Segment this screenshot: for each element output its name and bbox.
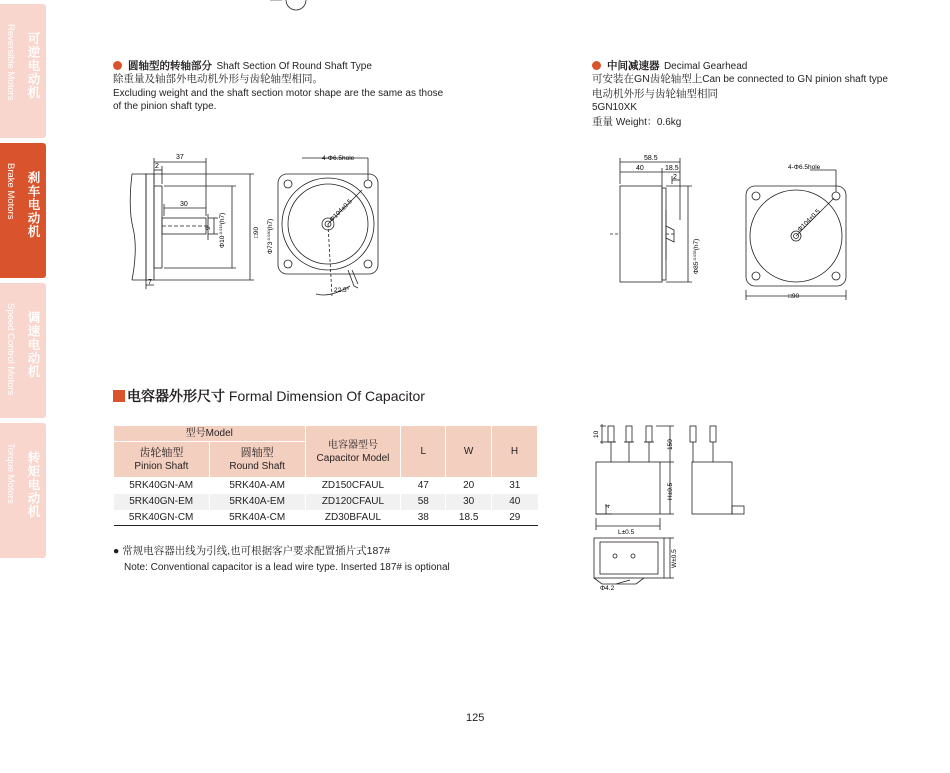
dim-h: H±0.5 bbox=[667, 482, 674, 500]
bullet-dot bbox=[113, 61, 122, 70]
round-shaft-desc-en-2: of the pinion shaft type. bbox=[113, 101, 217, 112]
capacitor-title: 电容器外形尺寸 Formal Dimension Of Capacitor bbox=[113, 386, 425, 406]
side-tab-label-cn: 调速电动机 bbox=[26, 311, 40, 379]
dim-w: W±0.5 bbox=[671, 549, 678, 568]
side-tab-speed-control[interactable] bbox=[0, 283, 46, 418]
dim-phi104: Φ104±0.5 bbox=[796, 208, 822, 234]
round-shaft-front-drawing bbox=[272, 150, 402, 300]
gearhead-weight: 重量 Weight：0.6kg bbox=[592, 116, 682, 128]
capacitor-note-cn: ● 常规电容器出线为引线,也可根据客户要求配置插片式187# bbox=[113, 545, 391, 557]
dim-angle: 22.5° bbox=[334, 287, 350, 294]
page-number: 125 bbox=[466, 712, 485, 724]
capacitor-table bbox=[113, 425, 538, 526]
side-tab-label-en: Torque Motors bbox=[5, 443, 16, 504]
side-tab-label-en: Speed Control Motors bbox=[5, 303, 16, 396]
dim-phi85: $\Phi 85^{-0.035}(h7)$ bbox=[692, 238, 700, 274]
gearhead-model: 5GN10XK bbox=[592, 102, 638, 113]
round-shaft-desc-cn: 除重量及轴部外电动机外形与齿轮轴型相同。 bbox=[113, 73, 323, 85]
dim-18-5: 18.5 bbox=[665, 165, 679, 172]
dim-2: 2 bbox=[155, 163, 159, 170]
side-tab-label-cn: 转矩电动机 bbox=[26, 451, 40, 519]
dim-phi73: $\Phi 73^{-0.030}(h7)$ bbox=[266, 218, 274, 254]
side-tab-torque[interactable] bbox=[0, 423, 46, 558]
dim-40: 40 bbox=[636, 165, 644, 172]
side-tab-label-en: Brake Motors bbox=[5, 163, 16, 220]
dim-150: 150 bbox=[667, 439, 674, 450]
header-round: 圆轴型 Round Shaft bbox=[209, 442, 305, 478]
round-shaft-side-drawing bbox=[128, 148, 273, 298]
side-tab-label-cn: 可逆电动机 bbox=[26, 32, 40, 100]
header-W: W bbox=[446, 426, 492, 478]
dim-4: 4 bbox=[605, 504, 612, 508]
top-fragment bbox=[270, 0, 320, 12]
header-H: H bbox=[492, 426, 538, 478]
dim-30: 30 bbox=[180, 201, 188, 208]
dim-sq90: □90 bbox=[788, 293, 800, 300]
dim-10: 10 bbox=[593, 430, 600, 438]
header-L: L bbox=[401, 426, 446, 478]
bullet-dot bbox=[592, 61, 601, 70]
table-row: 5RK40GN-AM 5RK40A-AM ZD150CFAUL 47 20 31 bbox=[114, 478, 538, 494]
side-tab-label-cn: 刹车电动机 bbox=[26, 171, 40, 239]
gearhead-front-drawing bbox=[740, 160, 855, 305]
dim-phi104: Φ104±0.5 bbox=[328, 198, 354, 224]
gearhead-side-drawing bbox=[610, 150, 710, 290]
title-square-icon bbox=[113, 390, 125, 402]
dim-2: 2 bbox=[673, 174, 677, 181]
header-model: 型号Model bbox=[114, 426, 306, 442]
dim-37: 37 bbox=[176, 154, 184, 161]
header-pinion: 齿轮轴型 Pinion Shaft bbox=[114, 442, 210, 478]
gearhead-line1: 可安装在GN齿轮轴型上Can be connected to GN pinion shaft type bbox=[592, 73, 888, 85]
dim-holes: 4-Φ6.5hole bbox=[322, 155, 355, 162]
table-row: 5RK40GN-EM 5RK40A-EM ZD120CFAUL 58 30 40 bbox=[114, 494, 538, 510]
round-shaft-heading: 圆轴型的转轴部分 Shaft Section Of Round Shaft Type bbox=[113, 56, 372, 74]
dim-7: 7 bbox=[148, 279, 152, 286]
dim-phi10: $\Phi 10^{-0.015}(h7)$ bbox=[218, 212, 226, 248]
table-row: 5RK40GN-CM 5RK40A-CM ZD30BFAUL 38 18.5 29 bbox=[114, 510, 538, 526]
dim-58-5: 58.5 bbox=[644, 155, 658, 162]
side-tab-brake[interactable] bbox=[0, 143, 46, 278]
gearhead-line2: 电动机外形与齿轮轴型相同 bbox=[592, 88, 718, 100]
round-shaft-desc-en-1: Excluding weight and the shaft section motor shape are the same as those bbox=[113, 88, 444, 99]
side-tab-label-en: Reversible Motors bbox=[5, 24, 16, 101]
capacitor-note-en: Note: Conventional capacitor is a lead wire type. Inserted 187# is optional bbox=[124, 562, 450, 573]
dim-l: L±0.5 bbox=[618, 529, 635, 536]
capacitor-drawing bbox=[586, 418, 756, 593]
dim-sq90: □90 bbox=[253, 226, 260, 238]
gearhead-heading: 中间减速器 Decimal Gearhead bbox=[592, 56, 747, 74]
dim-phi4-2: Φ4.2 bbox=[600, 585, 615, 592]
dim-holes: 4-Φ6.5hole bbox=[788, 164, 821, 171]
header-capacitor-model: 电容器型号 Capacitor Model bbox=[305, 426, 401, 478]
side-tab-reversible[interactable] bbox=[0, 4, 46, 138]
dim-9: 9 bbox=[205, 226, 212, 230]
